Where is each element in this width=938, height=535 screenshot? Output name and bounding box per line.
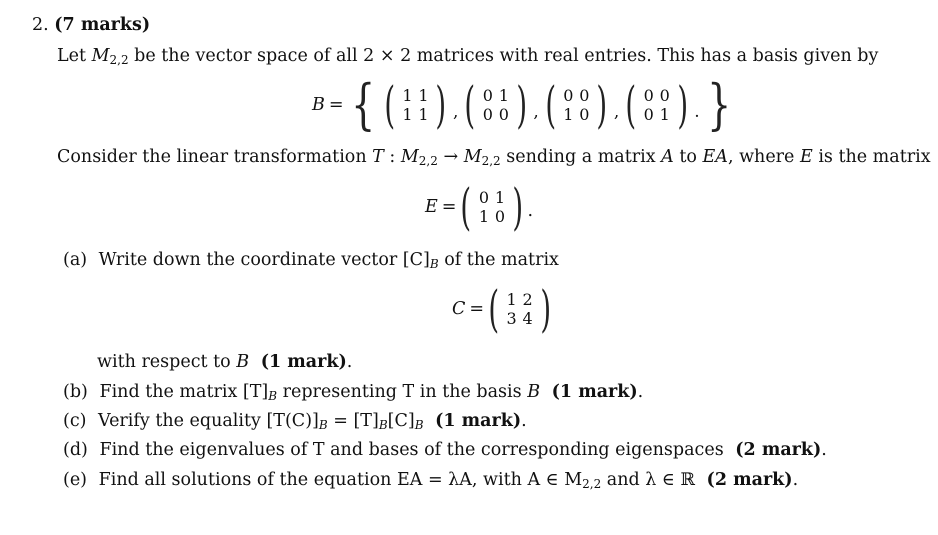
basis-symbol: B (312, 95, 325, 115)
transformation-line: Consider the linear transformation T : $M_{2,2} \to M_{2,2}$ sending a matrix A to EA, where E is the matrix (57, 147, 931, 168)
part-d-label: (d) (63, 440, 88, 460)
part-a-label: (a) (63, 250, 88, 270)
part-c: (c) Verify the equality $[T(C)]_B = [T]_B[C]_B$ (1 mark). (63, 411, 527, 432)
part-e-marks: (2 mark) (706, 470, 793, 490)
part-d-marks: (2 mark) (735, 440, 822, 460)
basis-matrix-3: ( 0 0 1 0 ) (545, 76, 608, 134)
intro-text: be the vector space of all 2 × 2 matrices with real entries. This has a basis given by (128, 46, 879, 66)
question-number: 2. (32, 15, 49, 35)
part-a-text: Write down the coordinate vector [C] (98, 250, 430, 270)
basis-matrix-2: ( 0 1 0 0 ) (464, 76, 527, 134)
basis-matrix-1: ( 1 1 1 1 ) (384, 76, 447, 134)
part-c-label: (c) (63, 411, 87, 431)
c-matrix-equation: C = ( 1 2 3 4 ) (452, 284, 555, 334)
part-e: (e) Find all solutions of the equation EA = λA, with A ∈ $M_{2,2}$ and λ ∈ ℝ (2 mark). (63, 470, 799, 491)
intro-line (57, 45, 878, 67)
part-a: (a) Write down the coordinate vector $[C]_B$ of the matrix (63, 250, 559, 271)
part-c-marks: (1 mark) (435, 411, 522, 431)
e-matrix-equation: E = ( 0 1 1 0 ) . (425, 178, 534, 236)
space-subscript: 2,2 (109, 53, 129, 67)
part-b: (b) Find the matrix $[T]_B$ representing T in the basis B (1 mark). (63, 382, 644, 403)
part-d: (d) Find the eigenvalues of T and bases of the corresponding eigenspaces (2 mark). (63, 440, 827, 460)
intro-prefix: Let (57, 46, 92, 66)
part-a-continued: with respect to B (1 mark). (97, 352, 353, 372)
part-b-label: (b) (63, 382, 88, 402)
basis-matrix-4: ( 0 0 0 1 ) (625, 76, 688, 134)
space-symbol: M (91, 46, 110, 66)
c-matrix: ( 1 2 3 4 ) (488, 280, 551, 338)
question-marks: (7 marks) (54, 15, 151, 35)
question-header (32, 14, 150, 36)
part-a-marks: (1 mark) (260, 352, 347, 372)
part-b-marks: (1 mark) (551, 382, 638, 402)
e-matrix: ( 0 1 1 0 ) (460, 178, 524, 236)
part-e-label: (e) (63, 470, 88, 490)
c-symbol: C (452, 299, 466, 319)
basis-set: B = { ( 1 1 1 1 ) , ( 0 1 0 0 ) , ( 0 0 1 0 ) , ( 0 0 0 1 ) . } (312, 73, 731, 136)
e-symbol: E (425, 197, 438, 217)
